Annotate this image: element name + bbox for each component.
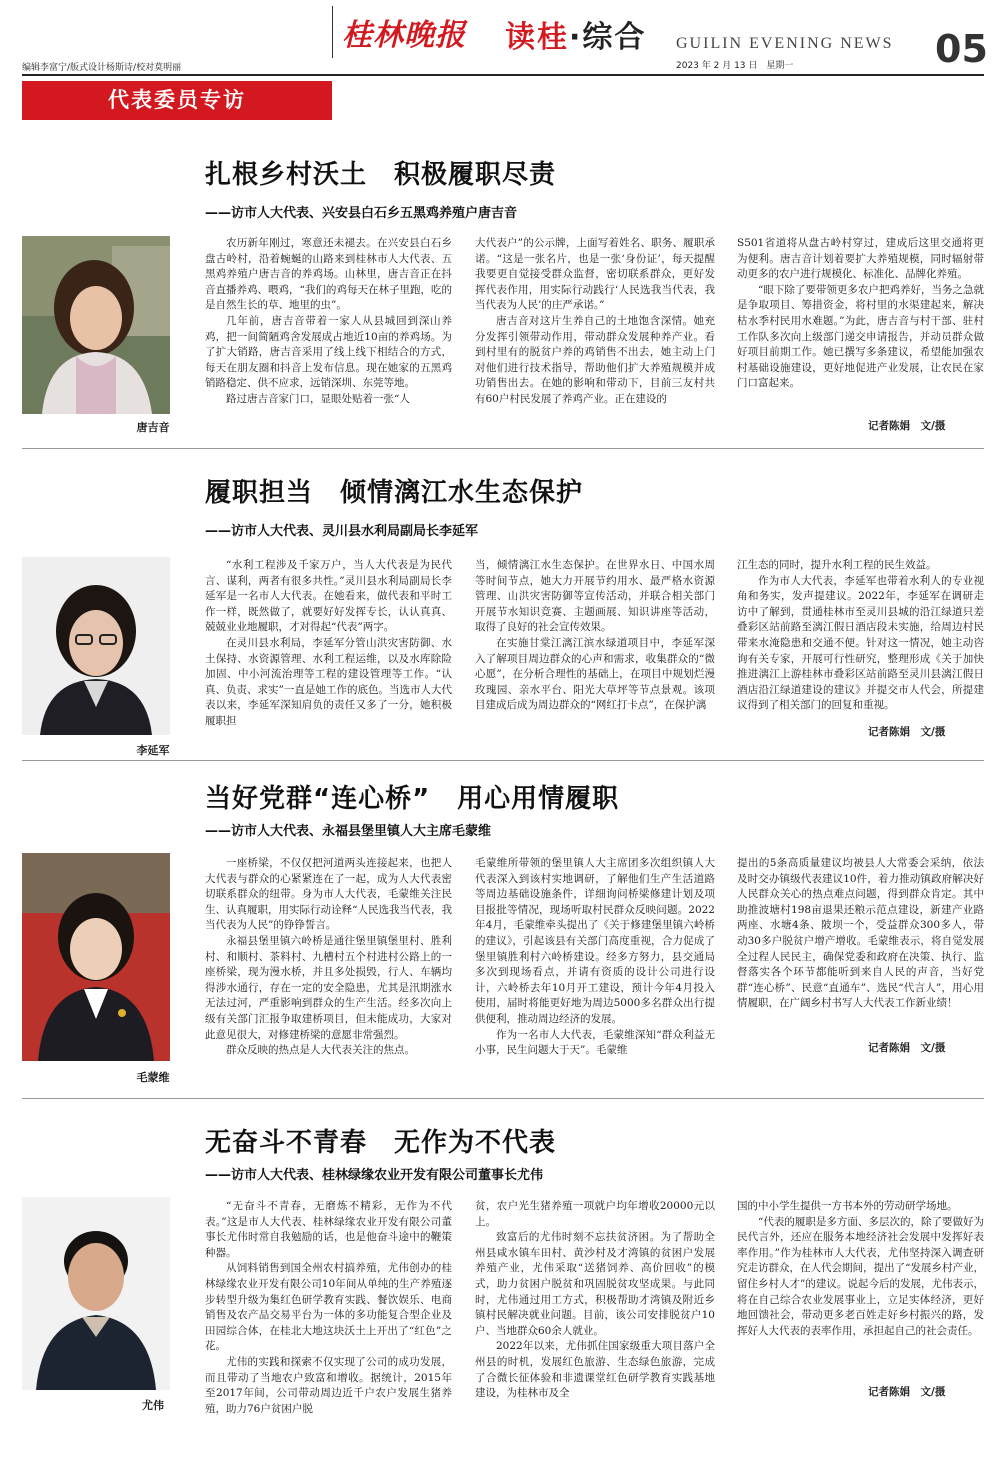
body-paragraph: “代表的履职是多方面、多层次的，除了要做好为民代言外，还应在服务本地经济社会发展中发挥好表率作用。”作为桂林市人大代表，尤伟坚持深入调查研究走访群众，在人代会期间，提出了“发展乡村产业，留住乡村人才”的建议。说起今后的发展，尤伟表示，将在自己综合农业发展事业上，立足实体经济，更好地回馈社会，带动更多老百姓走好乡村振兴的路，发挥好人大代表的表率作用，承担起自己的社会责任。 bbox=[737, 1215, 984, 1337]
body-paragraph: 提出的5条高质量建议均被县人大常委会采纳，依法及时交办镇级代表建议10件，着力推动镇政府解决好人民群众关心的热点难点问题，得到群众肯定。其中助推波塘村198亩退果还粮示范点建设，新建产业路两座、水塘4条、陂坝一个，受益群众300多人，带动30多户脱贫户增产增收。毛蒙维表示，将自觉发展全过程人民民主，确保党委和政府在决策、执行、监督落实各个环节都能听到来自人民的声音，当好党群“连心桥”、民意“直通车”、选民“代言人”，用心用情履职，在广阔乡村书写人大代表工作新业绩！ bbox=[737, 857, 984, 1010]
article-4-col-1 bbox=[205, 1199, 452, 1445]
body-paragraph: 贫，农户光生猪养殖一项就户均年增收20000元以上。 bbox=[475, 1200, 715, 1228]
body-paragraph: 在实施甘棠江漓江滨水绿道项目中，李延军深入了解项目周边群众的心声和需求，收集群众的“微心愿”，在分析合理性的基础上，在项目中规划烂漫玫瑰园、亲水平台、阳光大草坪等节点景观。该项目建成后成为周边群众的“网红打卡点”，在保护漓 bbox=[475, 636, 715, 712]
header-rule bbox=[22, 74, 984, 76]
article-2-subhead: ——访市人大代表、灵川县水利局副局长李延军 bbox=[205, 524, 479, 539]
article-1-col-3 bbox=[737, 236, 984, 416]
article-3-col-2 bbox=[475, 856, 715, 1084]
body-paragraph: “无奋斗不青春，无磨炼不精彩，无作为不代表。”这是市人大代表、桂林绿缘农业开发有限公司董事长尤伟时常自我勉励的话，也是他奋斗途中的鞭策种器。 bbox=[205, 1200, 452, 1259]
article-2-headline: 履职担当 倾情漓江水生态保护 bbox=[205, 478, 584, 508]
article-divider bbox=[22, 760, 984, 761]
body-paragraph: 作为市人大代表，李延军也带着水利人的专业视角和务实，发声提建议。2022年，李延军在调研走访中了解到，贯通桂林市至灵川县城的沿江绿道只差叠彩区站前路至漓江假日酒店段未实施，给周边村民带来水淹隐患和交通不便。针对这一情况，她主动咨询有关专家，开展可行性研究，整理形成《关于加快推进漓江上游桂林市叠彩区站前路至灵川县漓江假日酒店沿江绿道建设的建议》并提交市人代会，所提建议得到了相关部门的回复和重视。 bbox=[737, 574, 984, 712]
body-paragraph: 从饲料销售到国全州农村搞养殖，尤伟创办的桂林绿缘农业开发有限公司10年间从单纯的生产养殖逐步转型升级为集红色研学教育实践、餐饮娱乐、电商销售及农产品交易平台为一体的多功能复合型企业及田园综合体，在桂北大地这块沃土上开出了“红色”之花。 bbox=[205, 1262, 452, 1353]
section-name-sub: 综合 bbox=[582, 20, 647, 55]
article-4-subhead: ——访市人大代表、桂林绿缘农业开发有限公司董事长尤伟 bbox=[205, 1168, 544, 1183]
body-paragraph: 大代表户”的公示牌，上面写着姓名、职务、履职承诺。“这是一张名片，也是一张‘身份证’，每天提醒我要更自觉接受群众监督，密切联系群众，更好发挥代表作用，用实际行动践行‘人民选我当代表，我当代表为人民’的庄严承诺。” bbox=[475, 237, 715, 312]
photo-caption: 毛蒙维 bbox=[136, 1071, 170, 1084]
page-number: 05 bbox=[935, 27, 988, 71]
body-paragraph: 2022年以来，尤伟抓住国家级重大项目落户全州县的时机，发展红色旅游、生态绿色旅游，完成了合微长征体验和非遗课堂红色研学教育实践基地建设，为桂林市及全 bbox=[475, 1340, 715, 1400]
body-paragraph: S501省道将从盘古岭村穿过，建成后这里交通将更为便利。唐吉音计划着要扩大养殖规模，同时辐射带动更多的农户进行规模化、标准化、品牌化养殖。 bbox=[737, 237, 984, 281]
body-paragraph: 尤伟的实践和探索不仅实现了公司的成功发展，而且带动了当地农户致富和增收。据统计，2015年至2017年间，公司带动周边近千户农户发展生猪养殖，助力76户贫困户脱 bbox=[205, 1355, 452, 1415]
article-2-col-2 bbox=[475, 558, 715, 738]
article-2-col-1 bbox=[205, 558, 452, 738]
body-paragraph: 在灵川县水利局，李延军分管山洪灾害防御、水土保持、水资源管理、水利工程运维，以及水库除险加固、中小河流治理等工程的建设管理等工作。“认真、负责、求实”一直是她工作的底色。当选市人大代表以来，李延军深知肩负的责任又多了一分，她积极履职担 bbox=[205, 636, 452, 727]
article-3-headline: 当好党群“连心桥” 用心用情履职 bbox=[205, 784, 620, 814]
article-3-byline: 记者陈娟 文/摄 bbox=[868, 1042, 946, 1054]
body-paragraph: “水利工程涉及千家万户，当人大代表是为民代言、谋利，两者有很多共性。”灵川县水利局副局长李延军是一名市人大代表。在她看来，做代表和平时工作一样，既然做了，就要好好发挥专长，认认真真、兢兢业业地履职，才对得起“代表”两字。 bbox=[205, 559, 452, 634]
newspaper-logo: 桂林晚报 bbox=[342, 18, 466, 53]
column-banner bbox=[22, 81, 332, 120]
body-paragraph: “眼下除了要带领更多农户把鸡养好，当务之急就是争取项目、筹措资金，将村里的水渠建起来，解决枯水季村民用水难题。”为此，唐吉音与村干部、驻村工作队多次向上级部门递交申请报告，并动员群众做好项目前期工作。她已撰写多条建议，希望能加强农村基础设施建设，更好地促进产业发展，让农民在家门口富起来。 bbox=[737, 283, 984, 390]
article-1-col-2 bbox=[475, 236, 715, 432]
issue-date: 2023 年 2 月 13 日 星期一 bbox=[676, 61, 794, 71]
article-4-col-3 bbox=[737, 1199, 984, 1379]
body-paragraph: 农历新年刚过，寒意还未褪去。在兴安县白石乡盘古岭村，沿着蜿蜒的山路来到桂林市人大代表、五黑鸡养殖户唐吉音的养鸡场。山林里，唐吉音正在抖音直播养鸡、喂鸡，“我们的鸡每天在林子里跑，吃的是自然生长的草、地里的虫”。 bbox=[205, 237, 452, 312]
article-1-byline: 记者陈娟 文/摄 bbox=[868, 420, 946, 432]
article-1-headline: 扎根乡村沃土 积极履职尽责 bbox=[205, 160, 557, 190]
article-4-headline: 无奋斗不青春 无作为不代表 bbox=[205, 1128, 557, 1158]
article-divider bbox=[22, 1098, 984, 1099]
photo-tang-jiyin bbox=[22, 236, 170, 414]
body-paragraph: 永福县堡里镇六岭桥是通往堡里镇堡里村、胜利村、和顺村、茶料村、九槽村五个村进村公路上的一座桥梁，现为漫水桥，并且多处损毁，行人、车辆均得涉水通行，存在一定的安全隐患，尤其是汛期涨水无法过河，严重影响到群众的生产生活。经多次向上级有关部门汇报争取建桥项目，但未能成功，大家对此意见很大，对修建桥梁的意愿非常强烈。 bbox=[205, 934, 452, 1041]
article-3-col-3 bbox=[737, 856, 984, 1028]
body-paragraph: 当，倾情漓江水生态保护。在世界水日、中国水周等时间节点，她大力开展节约用水、最严格水资源管理、山洪灾害防御等宣传活动，并联合相关部门开展节水知识竞赛、主题画展、知识讲座等活动，取得了良好的社会宣传效果。 bbox=[475, 559, 715, 634]
section-name-main: 读桂 bbox=[505, 20, 569, 55]
photo-caption: 尤伟 bbox=[142, 1399, 164, 1412]
article-2-byline: 记者陈娟 文/摄 bbox=[868, 726, 946, 738]
article-3-subhead: ——访市人大代表、永福县堡里镇人大主席毛蒙维 bbox=[205, 824, 492, 839]
paper-english-name: GUILIN EVENING NEWS bbox=[676, 35, 894, 52]
body-paragraph: 毛蒙维所带领的堡里镇人大主席团多次组织镇人大代表深入到该村实地调研，了解他们生产生活道路等周边基础设施条件，详细询问桥梁修建计划及项目报批等情况，现场听取村民群众反映问题。2022年4月，毛蒙维牵头提出了《关于修建堡里镇六岭桥的建议》，引起该县有关部门高度重视，合力促成了堡里镇胜利村六岭桥建设。经多方努力，县交通局多次到现场看点，并请有资质的设计公司进行设计，六岭桥去年10月开工建设，预计今年4月投入使用，届时将能更好地为周边5000多名群众出行提供便利，推动周边经济的发展。 bbox=[475, 857, 715, 1025]
body-paragraph: 致富后的尤伟时刻不忘扶贫济困。为了帮助全州县咸水镇车田村、黄沙村及才湾镇的贫困户发展养殖产业，尤伟采取“送猪饲养、高价回收”的模式，助力贫困户脱贫和巩固脱贫攻坚成果。与此同时，尤伟通过用工方式，积极帮助才湾镇及附近乡镇村民解决就业问题。目前，该公司安排脱贫户10户、当地群众60余人就业。 bbox=[475, 1231, 715, 1337]
photo-li-yanjun bbox=[22, 557, 170, 735]
body-paragraph: 唐吉音对这片生养自己的土地饱含深情。她充分发挥引领带动作用，带动群众发展种养产业。看到村里有的脱贫户养的鸡销售不出去，她主动上门对他们进行技术指导，帮助他们扩大养殖规模并成功销售出去。在她的影响和带动下，目前三友村共有60户村民发展了养鸡产业。正在建设的 bbox=[475, 314, 715, 405]
article-1-subhead: ——访市人大代表、兴安县白石乡五黑鸡养殖户唐吉音 bbox=[205, 206, 518, 221]
body-paragraph: 几年前，唐吉音带着一家人从县城回到深山养鸡，把一间简陋鸡舍发展成占地近10亩的养鸡场。为了扩大销路，唐吉音采用了线上线下相结合的方式，每天在朋友圈和抖音上发布信息。现在她家的五黑鸡销路稳定、供不应求，远销深圳、东莞等地。 bbox=[205, 314, 452, 390]
body-paragraph: 一座桥梁，不仅仅把河道两头连接起来，也把人大代表与群众的心紧紧连在了一起，成为人大代表密切联系群众的纽带。身为市人大代表，毛蒙维关注民生、认真履职，用实际行动诠释“人民选我当代表，我当代表为人民”的铮铮誓言。 bbox=[205, 857, 452, 932]
photo-caption: 李延军 bbox=[136, 744, 170, 757]
body-paragraph: 作为一名市人大代表，毛蒙维深知“群众利益无小事，民生问题大于天”。毛蒙维 bbox=[475, 1028, 715, 1057]
article-2-col-3 bbox=[737, 558, 984, 722]
column-banner-label: 代表委员专访 bbox=[108, 88, 246, 112]
body-paragraph: 江生态的同时，提升水利工程的民生效益。 bbox=[737, 559, 937, 571]
body-paragraph: 路过唐吉音家门口，显眼处贴着一张“人 bbox=[226, 392, 410, 405]
photo-mao-mengwei bbox=[22, 853, 170, 1061]
masthead-divider bbox=[332, 6, 333, 58]
article-4-col-2 bbox=[475, 1199, 715, 1445]
section-name bbox=[505, 12, 646, 56]
editor-credits: 编辑李富宁/版式设计杨斯诗/校对莫明丽 bbox=[22, 63, 182, 73]
article-1-col-1 bbox=[205, 236, 452, 432]
photo-you-wei bbox=[22, 1197, 170, 1390]
article-3-col-1 bbox=[205, 856, 452, 1084]
body-paragraph: 群众反映的热点是人大代表关注的焦点。 bbox=[226, 1044, 415, 1057]
photo-caption: 唐吉音 bbox=[136, 421, 170, 434]
section-dot: · bbox=[569, 20, 583, 55]
article-4-byline: 记者陈娟 文/摄 bbox=[868, 1386, 946, 1398]
body-paragraph: 国的中小学生提供一方书本外的劳动研学场地。 bbox=[737, 1200, 958, 1212]
article-divider bbox=[22, 448, 984, 449]
